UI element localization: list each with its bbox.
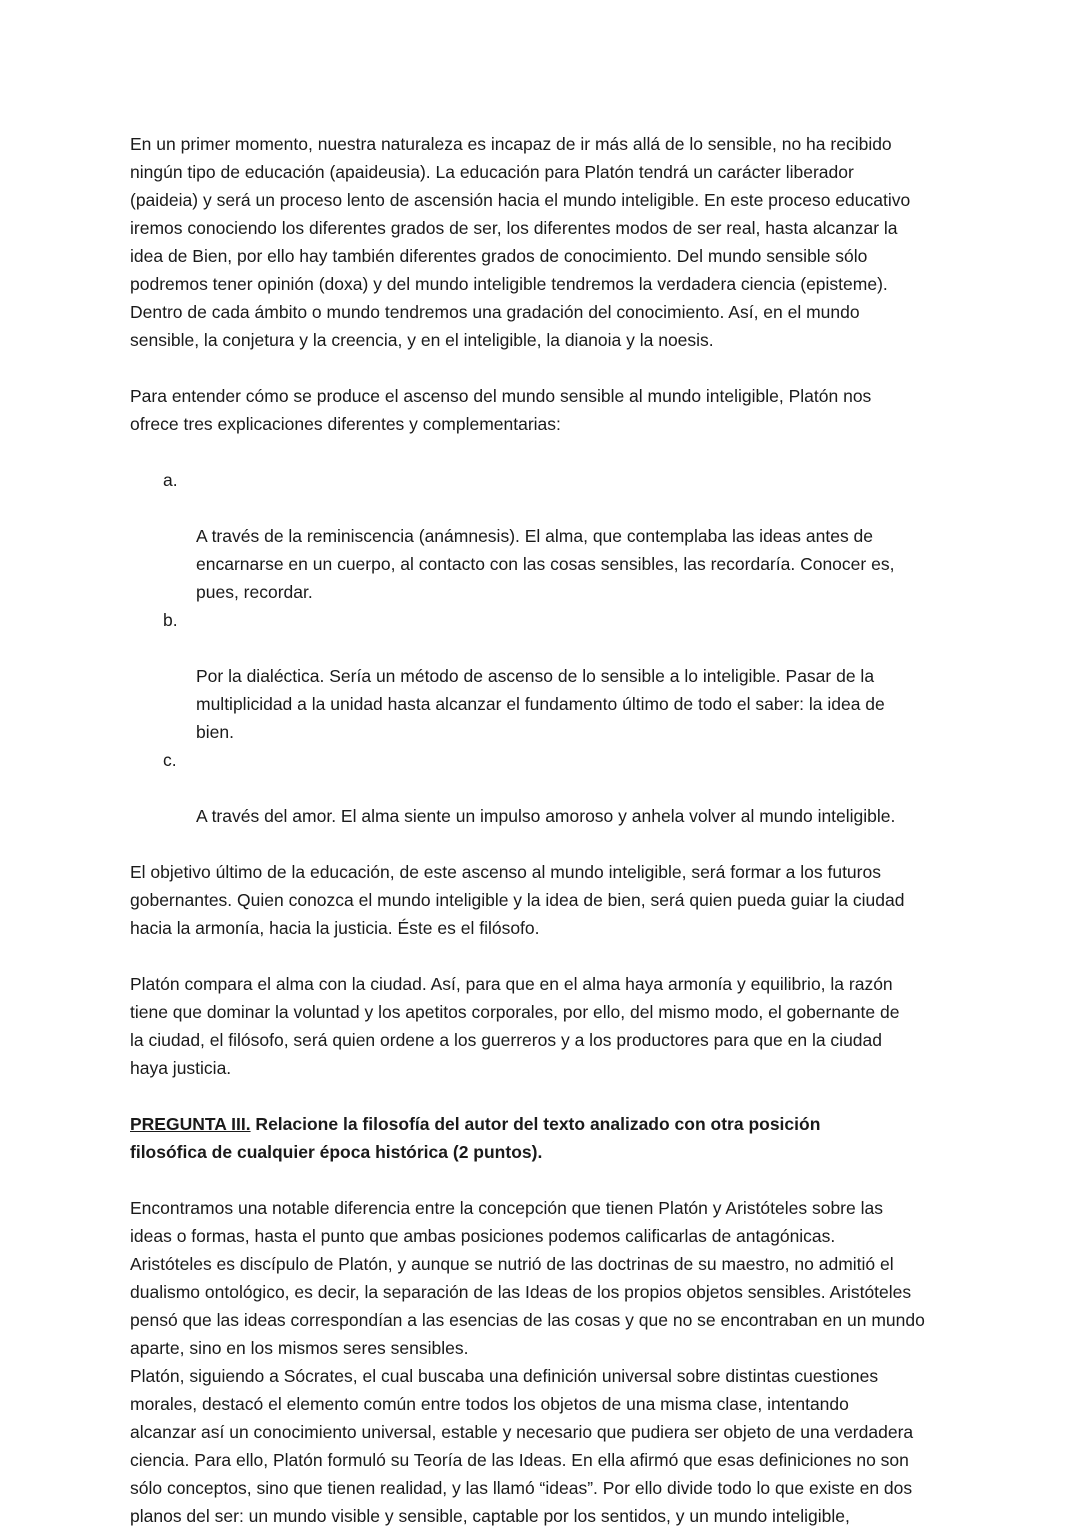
list-item-marker: b. (163, 610, 178, 630)
question-label: PREGUNTA III. (130, 1114, 251, 1134)
list-item-marker: c. (163, 750, 177, 770)
list-item-marker: a. (163, 470, 178, 490)
list-item-text: A través del amor. El alma siente un impulso amoroso y anhela volver al mundo inteligible. (196, 806, 896, 826)
paragraph-aristotle: Encontramos una notable diferencia entre la concepción que tienen Platón y Aristóteles sobre las ideas o formas, hasta el punto que ambas posiciones podemos calificarlas de antagónicas. Aristóteles es discípulo de Platón, y aunque se nutrió de las doctrinas de su maestro, no admitió el dualismo ontológico, es decir, la separación de las Ideas de los propios objetos sensibles. Aristóteles pensó que las ideas correspondían a las esencias de las cosas y que no se encontraban en un mundo aparte, sino en los mismos seres sensibles. (130, 1198, 925, 1358)
question-text: Relacione la filosofía del autor del texto analizado con otra posición filosófica de cualquier época histórica (2 puntos). (130, 1114, 821, 1162)
paragraph-plato-ideas: Platón, siguiendo a Sócrates, el cual buscaba una definición universal sobre distintas cuestiones morales, destacó el elemento común entre todos los objetos de una misma clase, intentando alcanzar así un conocimiento universal, estable y necesario que pudiera ser objeto de una verdadera ciencia. Para ello, Platón formuló su Teoría de las Ideas. En ella afirmó que esas definiciones no son sólo conceptos, sino que tienen realidad, y las llamó “ideas”. Por ello divide todo lo que existe en dos planos del ser: un mundo visible y sensible, captable por los sentidos, y un mundo inteligible, (130, 1366, 914, 1526)
list-item-text: A través de la reminiscencia (anámnesis). El alma, que contemplaba las ideas antes de encarnarse en un cuerpo, al contacto con las cosas sensibles, las recordaría. Conocer es, pues, recordar. (196, 526, 895, 602)
list-item (130, 746, 960, 830)
question-heading (130, 1110, 960, 1166)
paragraph-soul-city: Platón compara el alma con la ciudad. Así, para que en el alma haya armonía y equilibrio, la razón tiene que dominar la voluntad y los apetitos corporales, por ello, del mismo modo, el gobernante de la ciudad, el filósofo, será quien ordene a los guerreros y a los productores para que en la ciudad haya justicia. (130, 974, 900, 1078)
list-item-text: Por la dialéctica. Sería un método de ascenso de lo sensible a lo inteligible. Pasar de la multiplicidad a la unidad hasta alcanzar el fundamento último de todo el saber: la idea de bien. (196, 666, 885, 742)
list-item (130, 606, 960, 746)
explanations-list (130, 466, 960, 830)
document-page (130, 130, 960, 1530)
list-item (130, 466, 960, 606)
paragraph-education: En un primer momento, nuestra naturaleza es incapaz de ir más allá de lo sensible, no ha recibido ningún tipo de educación (apaideusia). La educación para Platón tendrá un carácter liberador (paideia) y será un proceso lento de ascensión hacia el mundo inteligible. En este proceso educativo iremos conociendo los diferentes grados de ser, los diferentes modos de ser real, hasta alcanzar la idea de Bien, por ello hay también diferentes grados de conocimiento. Del mundo sensible sólo podremos tener opinión (doxa) y del mundo inteligible tendremos la verdadera ciencia (episteme). Dentro de cada ámbito o mundo tendremos una gradación del conocimiento. Así, en el mundo sensible, la conjetura y la creencia, y en el inteligible, la dianoia y la noesis. (130, 134, 911, 350)
paragraph-education-goal: El objetivo último de la educación, de este ascenso al mundo inteligible, será formar a los futuros gobernantes. Quien conozca el mundo inteligible y la idea de bien, será quien pueda guiar la ciudad hacia la armonía, hacia la justicia. Éste es el filósofo. (130, 862, 905, 938)
paragraph-ascent-intro: Para entender cómo se produce el ascenso del mundo sensible al mundo inteligible, Platón nos ofrece tres explicaciones diferentes y complementarias: (130, 386, 872, 434)
